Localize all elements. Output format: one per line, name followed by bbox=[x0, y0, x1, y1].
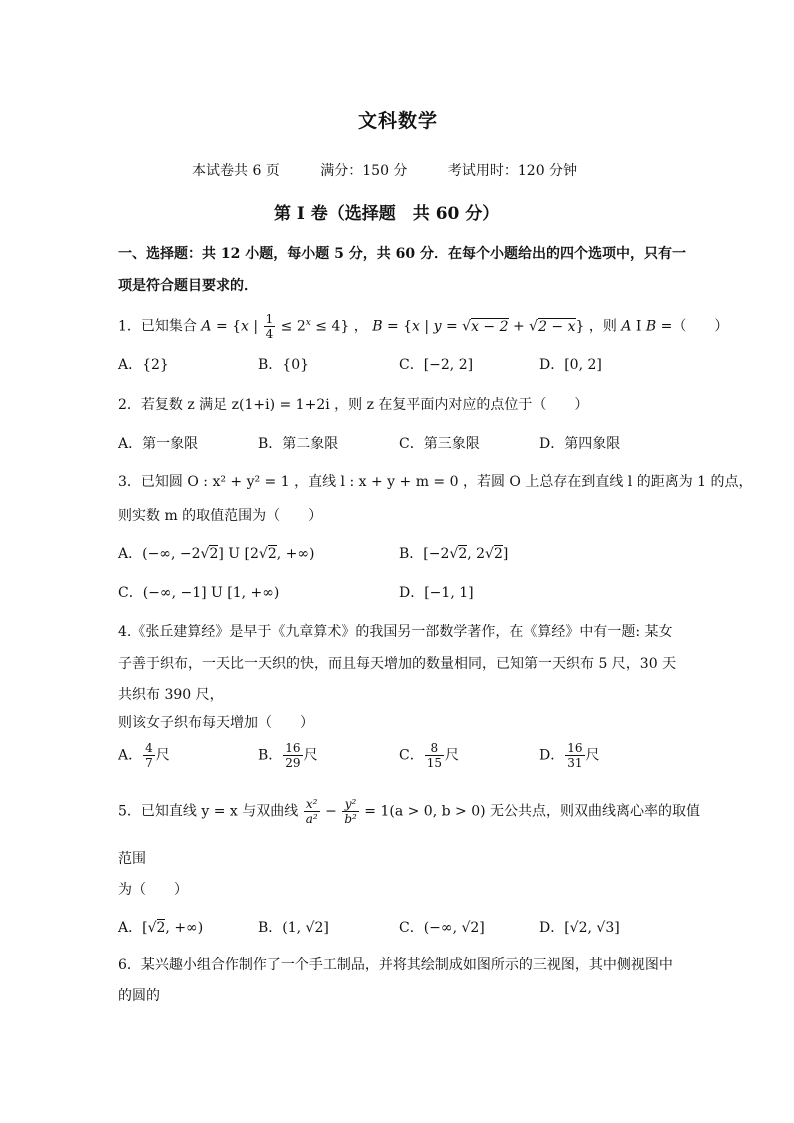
section-title: 第 I 卷（选择题 共 60 分） bbox=[274, 204, 500, 224]
q4-option-a: A． $\frac{4}{7}$ 尺 bbox=[118, 741, 170, 770]
q5-option-d: D．[√2, √3] bbox=[539, 920, 620, 936]
q3-option-d: D．[−1, 1] bbox=[399, 585, 474, 601]
q5-option-b: B．(1, √2] bbox=[258, 920, 329, 936]
question-6-stem-line-2: 的圆的 bbox=[118, 988, 160, 1004]
exam-meta bbox=[192, 160, 577, 180]
exam-title: 文科数学 bbox=[358, 110, 439, 132]
question-2-stem: 2．若复数 z 满足 z(1+i) = 1+2i ，则 z 在复平面内对应的点位于（ ） bbox=[118, 397, 589, 413]
question-1-stem: 1．已知集合 A = {x | $\frac{1}{4}$ ≤ $2^x \le 4$} ， B = {x | y = √x − 2 + √2 − x} ，则 A I B =（ ） bbox=[118, 312, 729, 341]
q2-option-a: A．第一象限 bbox=[118, 436, 199, 452]
q1-option-b: B．{0} bbox=[258, 357, 310, 373]
q4-option-d: D． $\frac{16}{31}$ 尺 bbox=[539, 741, 600, 770]
q2-option-d: D．第四象限 bbox=[539, 436, 621, 452]
question-5-stem: 5．已知直线 y = x 与双曲线 $\frac{\text{x²}}{\text{a²}}$ − $\frac{\text{y²}}{\text{b²}}$ = 1(a > 0, b > 0) 无公共点，则双曲线离心率的取值 bbox=[118, 797, 701, 826]
question-4-stem-line-1: 4.《张丘建算经》是早于《九章算术》的我国另一部数学著作，在《算经》中有一题: 某女 bbox=[118, 624, 673, 640]
question-3-stem-line-1: 3．已知圆 O : x² + y² = 1 ，直线 l : x + y + m = 0 ，若圆 O 上总存在到直线 l 的距离为 1 的点， bbox=[118, 474, 753, 490]
fraction-one-quarter: $\frac{1}{4}$ bbox=[265, 312, 274, 341]
q5-option-c: C．(−∞, √2] bbox=[399, 920, 485, 936]
q3-option-a: A．(−∞, −2√2] U [2√2, +∞) bbox=[118, 546, 315, 562]
q4-option-c: C． $\frac{8}{15}$ 尺 bbox=[399, 741, 459, 770]
question-3-stem-line-2: 则实数 m 的取值范围为（ ） bbox=[118, 508, 323, 524]
question-5-stem-line-2: 范围 bbox=[118, 851, 146, 867]
question-4-stem-line-4: 则该女子织布每天增加（ ） bbox=[118, 715, 314, 731]
q2-option-c: C．第三象限 bbox=[399, 436, 480, 452]
question-4-stem-line-2: 子善于织布，一天比一天织的快，而且每天增加的数量相同，已知第一天织布 5 尺，30 天 bbox=[118, 656, 677, 672]
question-5-stem-line-3: 为（ ） bbox=[118, 882, 188, 898]
q3-option-c: C．(−∞, −1] U [1, +∞) bbox=[118, 585, 280, 601]
q3-option-b: B．[−2√2, 2√2] bbox=[399, 546, 509, 562]
q1-option-d: D．[0, 2] bbox=[539, 357, 602, 373]
q2-option-b: B．第二象限 bbox=[258, 436, 339, 452]
instructions-line-2: 项是符合题目要求的． bbox=[118, 278, 258, 294]
fraction-y2-b2: $\frac{\text{y²}}{\text{b²}}$ bbox=[344, 797, 357, 826]
full-score: 满分：150 分 bbox=[320, 163, 408, 179]
exam-time: 考试用时：120 分钟 bbox=[447, 163, 578, 179]
fraction-x2-a2: $\frac{\text{x²}}{\text{a²}}$ bbox=[305, 797, 318, 826]
q5-option-a: A．[√2, +∞) bbox=[118, 920, 204, 936]
question-4-stem-line-3: 共织布 390 尺， bbox=[118, 687, 224, 703]
instructions-line-1: 一、选择题：共 12 小题，每小题 5 分，共 60 分．在每个小题给出的四个选项中，只有一 bbox=[118, 246, 686, 262]
page-count: 本试卷共 6 页 bbox=[192, 163, 280, 179]
question-6-stem-line-1: 6．某兴趣小组合作制作了一个手工制品，并将其绘制成如图所示的三视图，其中侧视图中 bbox=[118, 957, 673, 973]
q1-option-a: A．{2} bbox=[118, 357, 169, 373]
q4-option-b: B． $\frac{16}{29}$ 尺 bbox=[258, 741, 318, 770]
q1-option-c: C．[−2, 2] bbox=[399, 357, 474, 373]
